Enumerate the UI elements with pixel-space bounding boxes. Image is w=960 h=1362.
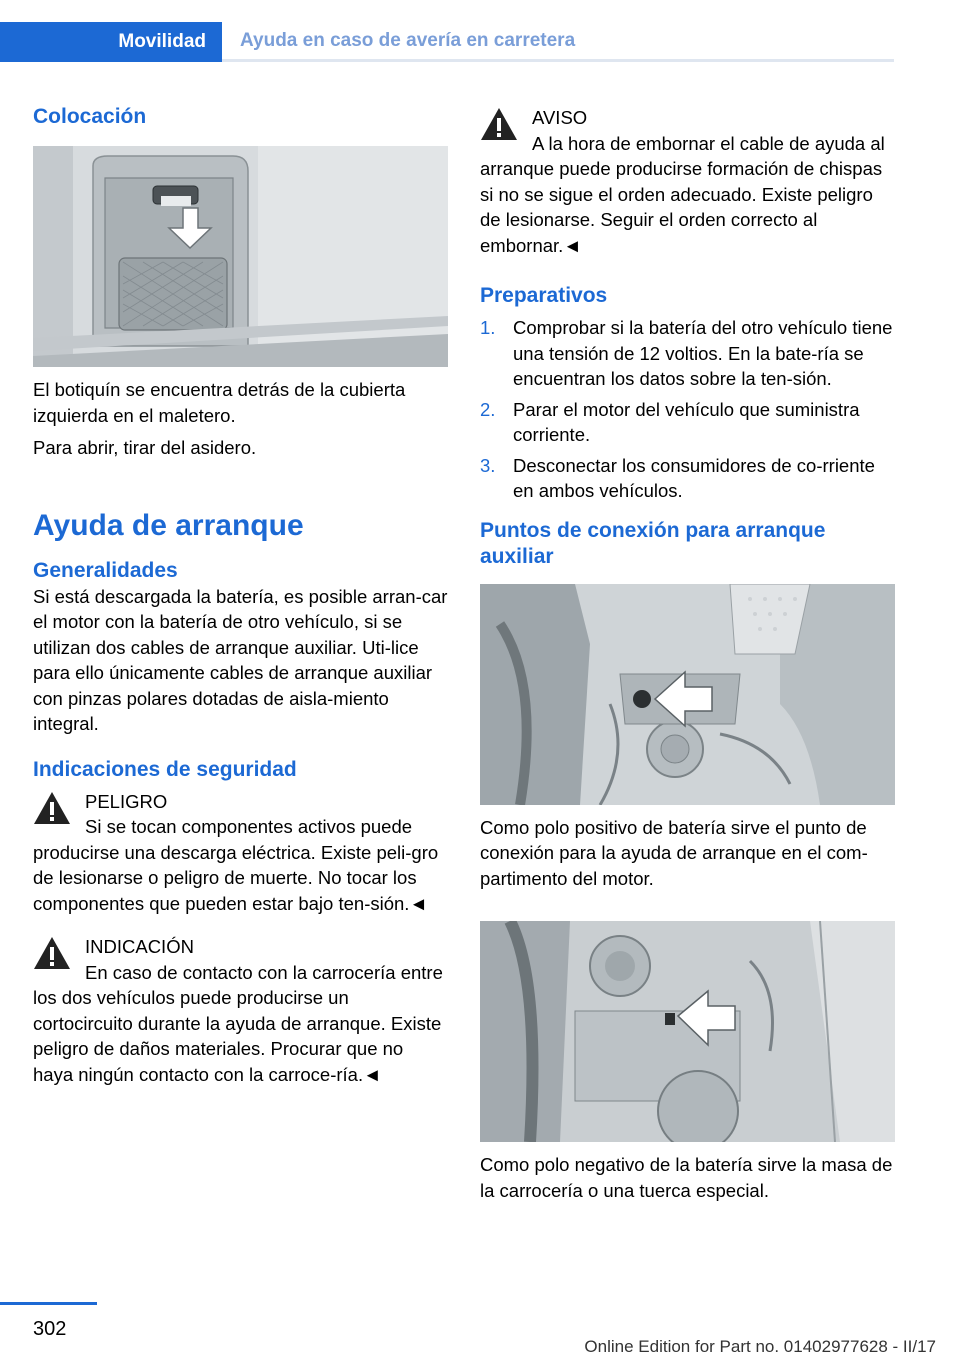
peligro-text: Si se tocan componentes activos puede producirse una descarga eléctrica. Existe peli‐gro de lesionarse o peligro de muerte. No tocar los componentes que pueden estar bajo ten‐sión.◄ — [33, 816, 439, 914]
peligro-warning — [33, 789, 448, 815]
aviso-label: AVISO — [532, 107, 588, 128]
aviso-text: A la hora de embornar el cable de ayuda al arranque puede producirse formación de chispas si no se sigue el orden adecuado. Existe peligro de lesionarse. Seguir el orden correcto al embornar.◄ — [480, 132, 885, 256]
negative-terminal-figure — [480, 921, 895, 1142]
peligro-label: PELIGRO — [85, 790, 168, 812]
preparativos-heading: Preparativos — [480, 284, 608, 307]
header-tab-ayuda[interactable]: Ayuda en caso de avería en carretera — [222, 22, 894, 62]
negativo-text: Como polo negativo de la batería sirve la masa de la carrocería o una tuerca especial. — [480, 1154, 893, 1201]
ayuda-arranque-heading: Ayuda de arranque — [33, 508, 304, 542]
page-header — [0, 22, 894, 62]
left-column — [33, 100, 448, 1087]
warning-triangle-icon — [33, 936, 71, 970]
warning-triangle-icon — [33, 791, 71, 825]
first-aid-kit-figure — [33, 146, 448, 367]
engine-bay-negative-illustration — [480, 921, 895, 1142]
right-column — [480, 100, 895, 1203]
trunk-cover-illustration — [33, 146, 448, 367]
colocacion-text-2: Para abrir, tirar del asidero. — [33, 437, 257, 458]
indicacion-warning — [33, 934, 448, 960]
list-item: 2. Parar el motor del vehículo que suministra corriente. — [480, 398, 860, 445]
positivo-text: Como polo positivo de batería sirve el punto de conexión para la ayuda de arranque en el com‐partimento del motor. — [480, 816, 868, 889]
positive-terminal-figure — [480, 584, 895, 805]
indicacion-label: INDICACIÓN — [85, 936, 194, 957]
warning-triangle-icon — [480, 107, 518, 141]
footer-rule — [0, 1302, 97, 1305]
colocacion-text-1: El botiquín se encuentra detrás de la cubierta izquierda en el maletero. — [33, 379, 406, 426]
generalidades-heading: Generalidades — [33, 558, 178, 582]
edition-text: Online Edition for Part no. 01402977628 - II/17 — [584, 1337, 936, 1356]
aviso-warning — [480, 105, 895, 131]
header-tab-movilidad[interactable]: Movilidad — [0, 22, 222, 62]
indicacion-text: En caso de contacto con la carrocería entre los dos vehículos puede producirse un cortocircuito durante la ayuda de arranque. Existe peligro de daños materiales. Procurar que no haya ningún contacto con la carroce‐ría.◄ — [33, 961, 443, 1085]
list-item: 1. Comprobar si la batería del otro vehículo tiene una tensión de 12 voltios. En la bate‐ría se encuentran los datos sobre la ten‐sión. — [480, 317, 893, 389]
puntos-conexion-heading: Puntos de conexión para arranque auxiliar — [480, 518, 826, 568]
page-number: 302 — [33, 1318, 67, 1340]
generalidades-text: Si está descargada la batería, es posible arran‐car el motor con la batería de otro vehículo, si se utilizan dos cables de arranque auxiliar. Uti‐lice para ello únicamente cables de arranque auxiliar con pinzas polares dotadas de aisla‐miento integral. — [33, 585, 448, 734]
seguridad-heading: Indicaciones de seguridad — [33, 757, 297, 781]
colocacion-heading: Colocación — [33, 105, 147, 128]
engine-bay-positive-illustration — [480, 584, 895, 805]
preparativos-list — [480, 315, 895, 504]
list-item: 3. Desconectar los consumidores de co‐rriente en ambos vehículos. — [480, 454, 875, 501]
